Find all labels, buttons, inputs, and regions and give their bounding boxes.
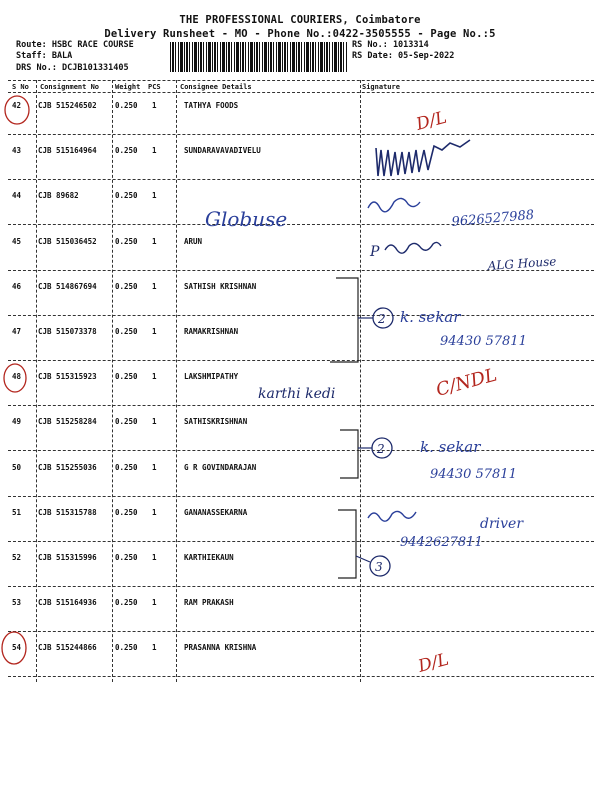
row-sno: 54 [12,643,22,652]
row-consignment-no: CJB 515073378 [38,327,97,336]
row-consignee: ARUN [184,237,203,246]
bracket-49-50 [340,430,358,478]
row-weight: 0.250 [115,372,138,381]
group-circle-2b [372,438,392,458]
row-weight: 0.250 [115,327,138,336]
row-consignment-no: CJB 515258284 [38,417,97,426]
row-consignee: SATHISH KRISHNAN [184,282,257,291]
row-pcs: 1 [152,237,157,246]
row-divider [8,450,594,451]
row-consignee: KARTHIEKAUN [184,553,234,562]
row-sno: 43 [12,146,22,155]
rs-date: RS Date: 05-Sep-2022 [352,51,455,61]
row-consignee: RAM PRAKASH [184,598,234,607]
tamil-signature-51 [368,511,416,521]
row-sno: 52 [12,553,22,562]
row-weight: 0.250 [115,553,138,562]
rs-block [352,40,454,62]
row-weight: 0.250 [115,191,138,200]
header-bottom-rule [8,92,594,93]
bracket-51-52 [338,510,356,578]
row-sno: 50 [12,463,22,472]
row-pcs: 1 [152,282,157,291]
tamil-signature-44 [368,198,420,211]
row-consignment-no: CJB 515255036 [38,463,97,472]
row-sno: 42 [12,101,22,110]
row-consignment-no: CJB 515315788 [38,508,97,517]
row-consignment-no: CJB 514867694 [38,282,97,291]
row-consignee: PRASANNA KRISHNA [184,643,257,652]
row-consignment-no: CJB 515246502 [38,101,97,110]
handwritten-sekar-2: k. sekar [420,438,481,456]
row-pcs: 1 [152,553,157,562]
header-sno: S No [12,83,29,91]
row-pcs: 1 [152,327,157,336]
row-weight: 0.250 [115,598,138,607]
row-divider [8,405,594,406]
row-consignee: SUNDARAVAVADIVELU [184,146,261,155]
rs-number: RS No.: 1013314 [352,40,429,50]
handwritten-phone-sekar-1: 94430 57811 [440,334,527,349]
signature-scribble-43 [376,140,470,176]
cnd-mark: C/NDL [433,364,500,401]
row-consignment-no: CJB 515315996 [38,553,97,562]
header-weight: Weight [115,83,141,91]
route-staff-block [16,40,134,62]
row-consignment-no: CJB 515244866 [38,643,97,652]
connector-3 [356,556,370,562]
row-consignee: G R GOVINDARAJAN [184,463,257,472]
group-label-2b: 2 [377,442,385,456]
row-divider [8,179,594,180]
header-pcs: PCS [148,83,161,91]
row-divider [8,134,594,135]
route-label: Route: HSBC RACE COURSE [16,40,134,50]
row-pcs: 1 [152,417,157,426]
row-pcs: 1 [152,372,157,381]
row-consignment-no: CJB 515164964 [38,146,97,155]
drs-number: DRS No.: DCJB101331405 [16,63,129,73]
row-divider [8,496,594,497]
row-sno: 47 [12,327,22,336]
row-divider [8,360,594,361]
handwritten-karthi: karthi kedi [258,386,336,402]
row-pcs: 1 [152,101,157,110]
company-title: THE PROFESSIONAL COURIERS, Coimbatore [179,14,421,26]
dl-mark-bottom: D/L [416,649,451,677]
col-divider [176,80,177,682]
handwritten-globuse: Globuse [205,207,288,231]
col-divider [36,80,37,682]
row-divider [8,676,594,677]
row-pcs: 1 [152,463,157,472]
row-divider [8,270,594,271]
row-consignment-no: CJB 515164936 [38,598,97,607]
row-consignee: TATHYA FOODS [184,101,239,110]
group-label-2a: 2 [378,312,386,326]
col-divider [360,80,361,682]
row-sno: 44 [12,191,22,200]
row-consignee: RAMAKRISHNAN [184,327,239,336]
group-circle-2a [373,308,393,328]
row-consignment-no: CJB 89682 [38,191,79,200]
row-divider [8,224,594,225]
row-consignee: LAKSHMIPATHY [184,372,239,381]
handwritten-phone-51: 9442627811 [400,535,483,550]
row-pcs: 1 [152,643,157,652]
row-consignee: GANANASSEKARNA [184,508,248,517]
group-label-3: 3 [375,560,383,574]
bracket-46-47 [330,278,358,362]
handwritten-sekar-1: k. sekar [400,308,461,326]
col-divider [112,80,113,682]
row-weight: 0.250 [115,417,138,426]
row-weight: 0.250 [115,146,138,155]
row-divider [8,631,594,632]
row-sno: 46 [12,282,22,291]
row-divider [8,315,594,316]
row-divider [8,586,594,587]
row-weight: 0.250 [115,101,138,110]
row-consignment-no: CJB 515315923 [38,372,97,381]
staff-label: Staff: BALA [16,51,73,61]
row-weight: 0.250 [115,643,138,652]
initial-p: P [370,244,380,260]
row-consignee: SATHISKRISHNAN [184,417,248,426]
row-pcs: 1 [152,146,157,155]
handwritten-phone-sekar-2: 94430 57811 [430,467,517,482]
row-divider [8,541,594,542]
row-consignment-no: CJB 515036452 [38,237,97,246]
header-signature: Signature [362,83,400,91]
header-consignee: Consignee Details [180,83,252,91]
row-weight: 0.250 [115,282,138,291]
row-sno: 53 [12,598,22,607]
handwritten-phone-44: 9626527988 [451,207,535,230]
runsheet-subtitle: Delivery Runsheet - MO - Phone No.:0422-3505555 - Page No.:5 [104,28,496,40]
row-sno: 51 [12,508,22,517]
row-sno: 48 [12,372,22,381]
handwritten-alg-house: ALG House [487,254,557,273]
row-sno: 45 [12,237,22,246]
row-pcs: 1 [152,508,157,517]
group-circle-3 [370,556,390,576]
dl-mark-top: D/L [414,107,449,135]
header-consignment: Consignment No [40,83,100,91]
row-weight: 0.250 [115,463,138,472]
row-weight: 0.250 [115,237,138,246]
row-weight: 0.250 [115,508,138,517]
row-pcs: 1 [152,598,157,607]
table-top-rule [8,80,594,81]
tamil-signature-45 [385,242,441,253]
row-pcs: 1 [152,191,157,200]
row-sno: 49 [12,417,22,426]
barcode-image [170,42,348,72]
handwritten-driver: driver [480,516,524,532]
